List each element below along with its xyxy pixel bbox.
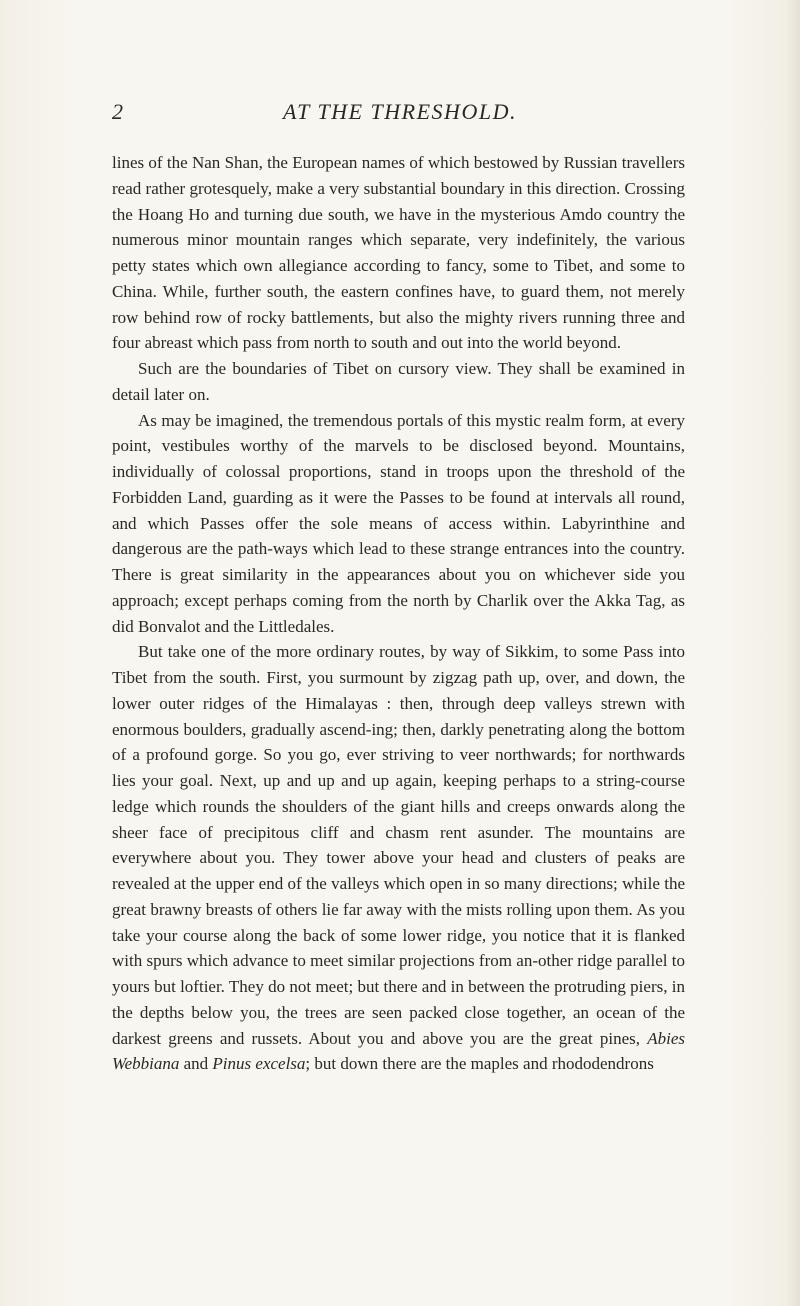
running-head (112, 98, 688, 126)
running-title: AT THE THRESHOLD. (283, 99, 517, 124)
paragraph-1: lines of the Nan Shan, the European names of which bestowed by Russian travellers read rather grotesquely, make a very substantial boundary in this direction. Crossing the Hoang Ho and turning due south, we have in the mysterious Amdo country the numerous minor mountain ranges which separate, very indefinitely, the various petty states which own allegiance according to fancy, some to Tibet, and some to China. While, further south, the eastern confines have, to guard them, not merely row behind row of rocky battlements, but also the mighty rivers running three and four abreast which pass from north to south and out into the world beyond. (112, 153, 685, 353)
body-text (112, 150, 685, 1077)
paragraph-4 (112, 639, 685, 1077)
paragraph-4-lead: But take one of the more ordinary routes, by way of Sikkim, to some Pass into Tibet from the south. First, you surmount by zigzag path up, over, and down, the lower outer ridges of the Himalayas : then, through deep valleys strewn with enormous boulders, gradually ascend-ing; then, darkly penetrating along the bottom of a profound gorge. So you go, ever striving to veer northwards; for northwards lies your goal. Next, up and up and up again, keeping perhaps to a string-course ledge which rounds the shoulders of the giant hills and creeps onwards along the sheer face of precipitous cliff and chasm rent asunder. The mountains are everywhere about you. They tower above your head and clusters of peaks are revealed at the upper end of the valleys which open in so many directions; while the great brawny breasts of others lie far away with the mists rolling upon them. As you take your course along the back of some lower ridge, you notice that it is flanked with spurs which advance to meet similar projections from an-other ridge parallel to yours but loftier. They do not meet; but there and in between the protruding piers, in the depths below you, the trees are seen packed close together, an ocean of the darkest greens and russets. About you and above you are the great pines, (112, 642, 685, 1048)
paragraph-4-tail: ; but down there are the maples and rhododendrons (305, 1054, 654, 1074)
species-name-pinus: Pinus excelsa (212, 1054, 306, 1074)
page-number: 2 (112, 99, 123, 124)
paragraph-3: As may be imagined, the tremendous portals of this mystic realm form, at every point, vestibules worthy of the marvels to be disclosed beyond. Mountains, individually of colossal proportions, stand in troops upon the threshold of the Forbidden Land, guarding as it were the Passes to be found at intervals all round, and which Passes offer the sole means of access within. Labyrinthine and dangerous are the path-ways which lead to these strange entrances into the country. There is great similarity in the appearances about you on whichever side you approach; except perhaps coming from the north by Charlik over the Akka Tag, as did Bonvalot and the Littledales. (112, 410, 685, 636)
paragraph-2: Such are the boundaries of Tibet on cursory view. They shall be examined in detail later on. (112, 359, 685, 404)
page-edge-shadow (786, 0, 800, 1306)
species-name-abies: Abies Webbiana (112, 1028, 686, 1074)
paragraph-4-conjunction: and (183, 1054, 209, 1074)
